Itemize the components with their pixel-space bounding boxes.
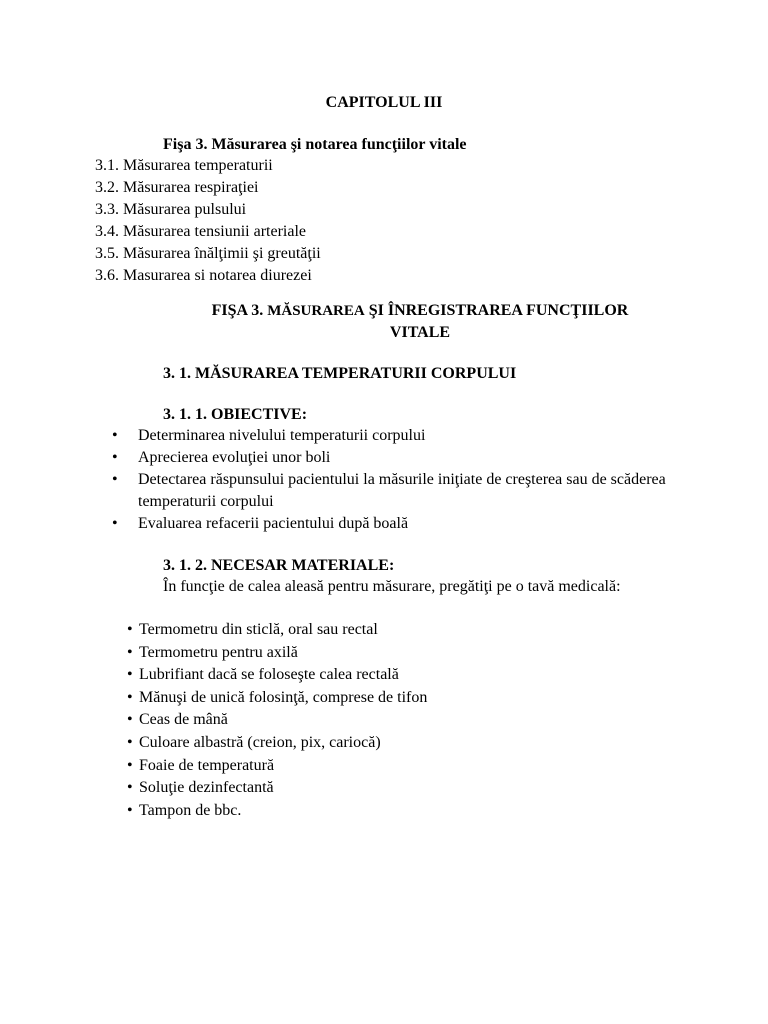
list-item [127,755,427,778]
objectives-list [112,425,672,535]
list-item [127,732,427,755]
list-item [112,447,672,469]
list-item [127,800,427,823]
fisa-title: Fişa 3. Măsurarea şi notarea funcţiilor vitale [163,136,467,153]
materials-list [127,619,427,822]
fisa3-line2: VITALE [389,324,451,341]
toc-item: 3.5. Măsurarea înălţimii şi greutăţii [95,245,321,262]
list-item-text: Termometru pentru axilă [139,643,298,661]
list-item [127,777,427,800]
chapter-heading: CAPITOLUL III [325,94,443,111]
list-item-text: Lubrifiant dacă se foloseşte calea rectală [139,666,399,684]
list-item-text: Culoare albastră (creion, pix, cariocă) [139,733,381,751]
list-item [112,513,672,535]
materials-intro: În funcţie de calea aleasă pentru măsurare, pregătiţi pe o tavă medicală: [163,578,621,595]
bullet-icon: • [127,666,133,684]
section-title: 3. 1. MĂSURAREA TEMPERATURII CORPULUI [163,365,517,382]
toc-item: 3.4. Măsurarea tensiunii arteriale [95,223,307,240]
list-item [127,642,427,665]
bullet-icon: • [127,643,133,661]
materials-title: 3. 1. 2. NECESAR MATERIALE: [163,557,395,574]
list-item [127,709,427,732]
list-item-text: Detectarea răspunsului pacientului la măsurile iniţiate de creşterea sau de scăderea temperaturii corpului [138,471,666,510]
toc-item: 3.3. Măsurarea pulsului [95,201,247,218]
toc-item: 3.2. Măsurarea respiraţiei [95,179,259,196]
bullet-icon: • [127,756,133,774]
table-of-contents [95,155,321,287]
bullet-icon: • [112,427,118,444]
objectives-title: 3. 1. 1. OBIECTIVE: [163,406,308,423]
list-item-text: Termometru din sticlă, oral sau rectal [139,621,378,638]
toc-item: 3.1. Măsurarea temperaturii [95,157,273,174]
list-item-text: Soluţie dezinfectantă [139,779,274,797]
list-item-text: Evaluarea refacerii pacientului după boală [138,515,409,532]
bullet-icon: • [127,733,133,751]
list-item-text: Determinarea nivelului temperaturii corpului [138,427,426,444]
fisa3-word: MĂSURAREA [267,303,365,319]
list-item-text: Foaie de temperatură [139,756,275,774]
bullet-icon: • [112,449,118,466]
bullet-icon: • [127,801,133,819]
fisa3-rest: ŞI ÎNREGISTRAREA FUNCŢIILOR [368,302,629,319]
list-item [127,619,427,642]
bullet-icon: • [127,688,133,706]
list-item-text: Ceas de mână [139,711,228,729]
list-item [127,687,427,710]
bullet-icon: • [112,471,118,488]
bullet-icon: • [127,779,133,797]
list-item-text: Mănuşi de unică folosinţă, comprese de tifon [139,688,428,706]
fisa3-heading [160,300,680,344]
list-item-text: Tampon de bbc. [139,801,242,819]
bullet-icon: • [127,621,133,638]
toc-item: 3.6. Masurarea si notarea diurezei [95,267,312,284]
list-item [127,664,427,687]
list-item [112,425,672,447]
list-item [112,469,672,513]
bullet-icon: • [112,515,118,532]
bullet-icon: • [127,711,133,729]
list-item-text: Aprecierea evoluţiei unor boli [138,449,331,466]
fisa3-prefix: FIŞA 3. [211,302,264,319]
